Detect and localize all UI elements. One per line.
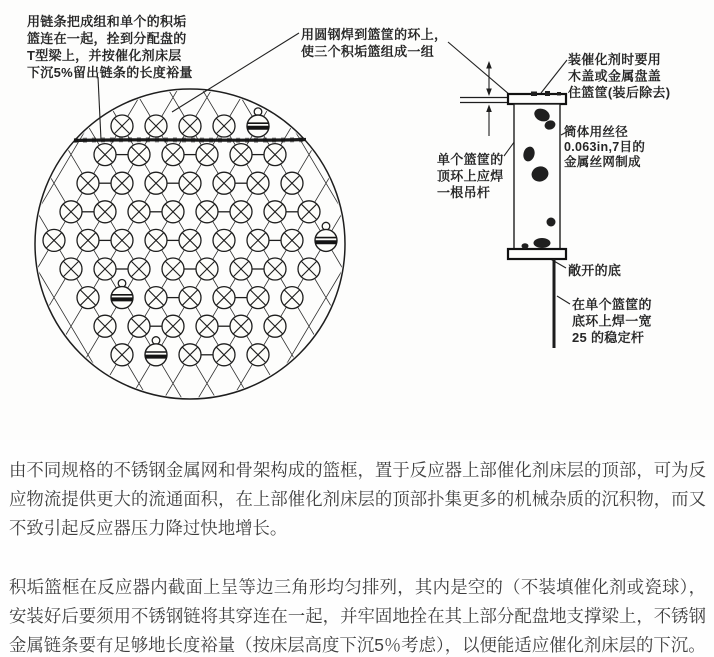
basket-bottom-ring bbox=[508, 249, 566, 259]
basket-symbol bbox=[213, 344, 235, 366]
basket-side-view bbox=[460, 61, 566, 348]
basket-symbol bbox=[77, 172, 99, 194]
mesh-note-line: 筒体用丝径 bbox=[564, 125, 629, 139]
basket-symbol bbox=[145, 172, 167, 194]
basket-symbol bbox=[111, 344, 133, 366]
basket-symbol bbox=[77, 287, 99, 309]
basket-symbol bbox=[128, 315, 150, 337]
basket-symbol bbox=[111, 172, 133, 194]
basket-symbol bbox=[230, 315, 252, 337]
basket-symbol bbox=[162, 201, 184, 223]
chain-note-line: 下沉5%留出链条的长度裕量 bbox=[27, 65, 193, 80]
hanger-note-line: 单个篮筐的 bbox=[437, 152, 504, 167]
basket-symbol bbox=[298, 201, 320, 223]
cover-note-line: 木盖或金属盘盖 bbox=[568, 68, 662, 84]
basket-symbol bbox=[145, 229, 167, 251]
basket-symbol bbox=[213, 172, 235, 194]
basket-symbol bbox=[213, 229, 235, 251]
basket-symbol bbox=[43, 229, 65, 251]
basket-symbol bbox=[128, 144, 150, 166]
hanger-note-line: 顶环上应焊 bbox=[437, 168, 504, 184]
paragraph-2: 积垢篮框在反应器内截面上呈等边三角形均匀排列，其内是空的（不装填催化剂或瓷球），安装好后要须用不锈钢链将其穿连在一起，并牢固地拴在其上部分配盘地支撑梁上，不锈钢金属链条要有足够地长度裕量（按床层高度下沉5％考虑），以便能适应催化剂床层的下沉。 bbox=[9, 577, 706, 655]
group-note-line: 用圆钢焊到篮筐的环上， bbox=[301, 27, 448, 42]
stabilizer-note-line: 25 的稳定杆 bbox=[572, 330, 645, 345]
open-bottom-note: 敞开的底 bbox=[568, 263, 622, 278]
basket-symbol bbox=[213, 115, 235, 137]
mesh-note-line: 0.063in,7目的 bbox=[564, 140, 646, 154]
group-note-line: 使三个积垢篮组成一组 bbox=[301, 44, 435, 59]
basket-symbol bbox=[162, 258, 184, 280]
basket-symbol bbox=[196, 201, 218, 223]
basket-array bbox=[43, 108, 337, 366]
basket-symbol bbox=[111, 115, 133, 137]
basket-symbol bbox=[60, 201, 82, 223]
basket-symbol bbox=[247, 344, 269, 366]
body-text bbox=[0, 440, 714, 657]
basket-symbol bbox=[230, 258, 252, 280]
basket-symbol bbox=[247, 229, 269, 251]
chain-note-line: 篮连在一起，拴到分配盘的 bbox=[27, 31, 187, 46]
chain-line bbox=[74, 140, 306, 141]
basket-symbol bbox=[264, 315, 286, 337]
basket-symbol bbox=[247, 287, 269, 309]
basket-symbol bbox=[247, 172, 269, 194]
basket-symbol bbox=[196, 315, 218, 337]
basket-symbol bbox=[94, 201, 116, 223]
basket-symbol bbox=[94, 258, 116, 280]
cover-note-line: 装催化剂时要用 bbox=[568, 52, 662, 67]
basket-symbol bbox=[179, 344, 201, 366]
basket-symbol bbox=[196, 258, 218, 280]
basket-symbol bbox=[179, 172, 201, 194]
basket-symbol bbox=[179, 115, 201, 137]
basket-symbol bbox=[230, 144, 252, 166]
chain-note-line: T型梁上，并按催化剂床层 bbox=[27, 48, 182, 63]
basket-symbol bbox=[77, 229, 99, 251]
basket-symbol bbox=[264, 144, 286, 166]
basket-symbol bbox=[281, 287, 303, 309]
basket-symbol bbox=[94, 144, 116, 166]
basket-symbol bbox=[94, 315, 116, 337]
dimension-arrows bbox=[486, 61, 492, 136]
basket-symbol bbox=[230, 201, 252, 223]
basket-symbol bbox=[111, 229, 133, 251]
hanger-note-line: 一根吊杆 bbox=[437, 185, 491, 200]
mesh-note-line: 金属丝网制成 bbox=[564, 155, 641, 169]
stabilizer-note-line: 底环上焊一宽 bbox=[572, 313, 652, 329]
group-note-leader-right bbox=[448, 42, 510, 95]
basket-symbol bbox=[213, 287, 235, 309]
stabilizer-leader bbox=[557, 296, 570, 304]
basket-symbol bbox=[162, 315, 184, 337]
basket-symbol bbox=[128, 201, 150, 223]
basket-symbol bbox=[281, 229, 303, 251]
stabilizer-note-line: 在单个篮筐的 bbox=[572, 297, 652, 312]
basket-symbol bbox=[128, 258, 150, 280]
basket-symbol bbox=[298, 258, 320, 280]
paragraph-1: 由不同规格的不锈钢金属网和骨架构成的篮框，置于反应器上部催化剂床层的顶部，可为反应物流提供更大的流通面积，在上部催化剂床层的顶部扑集更多的机械杂质的沉积物，而又不致引起反应器压力降过快地增长。 bbox=[9, 460, 706, 538]
cover-note-line: 住篮筐(装后除去) bbox=[568, 85, 671, 100]
basket-symbol bbox=[281, 172, 303, 194]
basket-symbol bbox=[145, 287, 167, 309]
basket-symbol bbox=[60, 258, 82, 280]
cover-note-leader bbox=[541, 60, 567, 93]
chain-note-line: 用链条把成组和单个的积垢 bbox=[27, 14, 187, 29]
basket-symbol bbox=[145, 115, 167, 137]
basket-symbol bbox=[162, 144, 184, 166]
basket-symbol bbox=[264, 201, 286, 223]
basket-symbol bbox=[179, 287, 201, 309]
basket-symbol bbox=[264, 258, 286, 280]
basket-symbol bbox=[179, 229, 201, 251]
chain-note-leader bbox=[98, 77, 101, 140]
basket-symbol bbox=[196, 144, 218, 166]
